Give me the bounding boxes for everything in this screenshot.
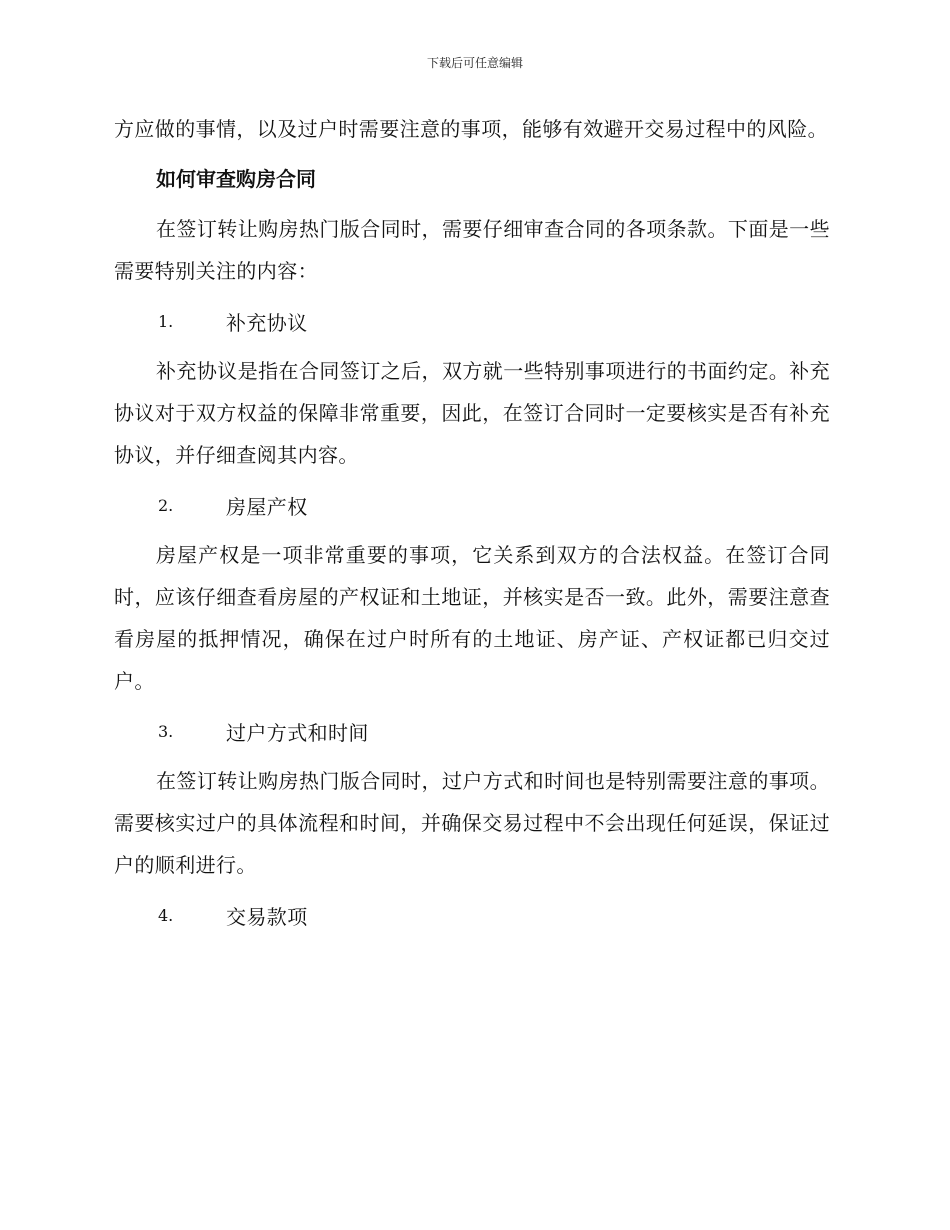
list-item-body: 补充协议是指在合同签订之后，双方就一些特别事项进行的书面约定。补充协议对于双方权益的保障非常重要，因此，在签订合同时一定要核实是否有补充协议，并仔细查阅其内容。 (114, 359, 830, 467)
list-item-title: 过户方式和时间 (226, 720, 369, 745)
section-heading: 如何审查购房合同 (156, 167, 316, 191)
intro-paragraph: 方应做的事情，以及过户时需要注意的事项，能够有效避开交易过程中的风险。 (114, 117, 828, 141)
list-item-1 (114, 300, 830, 342)
list-item-body: 房屋产权是一项非常重要的事项，它关系到双方的合法权益。在签订合同时，应该仔细查看房屋的产权证和土地证，并核实是否一致。此外，需要注意查看房屋的抵押情况，确保在过户时所有的土地证、房产证、产权证都已归交过户。 (114, 543, 830, 693)
list-item-title: 补充协议 (226, 310, 308, 335)
list-item-4 (114, 894, 830, 936)
list-item-body: 在签订转让购房热门版合同时，过户方式和时间也是特别需要注意的事项。需要核实过户的具体流程和时间，并确保交易过程中不会出现任何延误，保证过户的顺利进行。 (114, 769, 830, 877)
list-item-3 (114, 710, 830, 752)
list-item-title: 交易款项 (226, 904, 308, 929)
list-item-number: 3. (158, 721, 174, 741)
header-note: 下载后可任意编辑 (426, 56, 523, 70)
section-lead-paragraph: 在签订转让购房热门版合同时，需要仔细审查合同的各项条款。下面是一些需要特别关注的内容： (114, 217, 830, 283)
document-body (114, 108, 830, 944)
list-item-2 (114, 484, 830, 526)
list-item-number: 2. (158, 495, 174, 515)
list-item-number: 1. (158, 311, 174, 331)
list-item-number: 4. (158, 905, 174, 925)
list-item-title: 房屋产权 (226, 494, 308, 519)
